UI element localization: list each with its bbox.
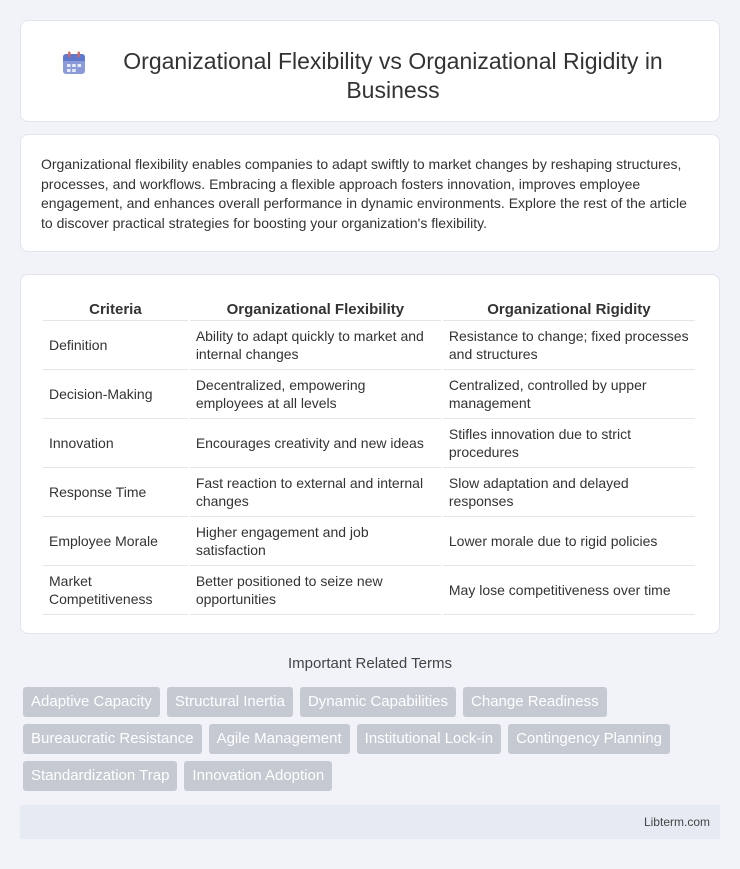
table-row: [43, 370, 695, 419]
table-row: [43, 468, 695, 517]
header-rigidity: Organizational Rigidity: [443, 295, 695, 321]
related-term-tag[interactable]: Contingency Planning: [508, 724, 670, 754]
related-terms-title: Important Related Terms: [288, 655, 452, 672]
table-cell: Centralized, controlled by upper management: [443, 370, 695, 419]
table-cell: Market Competitiveness: [43, 566, 188, 615]
table-row: [43, 517, 695, 566]
table-row: [43, 566, 695, 615]
table-cell: Ability to adapt quickly to market and internal changes: [190, 321, 441, 370]
table-cell: Encourages creativity and new ideas: [190, 419, 441, 468]
table-cell: Fast reaction to external and internal changes: [190, 468, 441, 517]
table-cell: Decision-Making: [43, 370, 188, 419]
header-criteria: Criteria: [43, 295, 188, 321]
related-term-tag[interactable]: Standardization Trap: [23, 761, 177, 791]
table-cell: Resistance to change; fixed processes and structures: [443, 321, 695, 370]
table-cell: Lower morale due to rigid policies: [443, 517, 695, 566]
table-cell: Better positioned to seize new opportunities: [190, 566, 441, 615]
table-cell: May lose competitiveness over time: [443, 566, 695, 615]
table-cell: Decentralized, empowering employees at all levels: [190, 370, 441, 419]
related-term-tag[interactable]: Innovation Adoption: [184, 761, 332, 791]
calendar-icon: [61, 50, 87, 76]
related-term-tag[interactable]: Adaptive Capacity: [23, 687, 160, 717]
related-term-tag[interactable]: Dynamic Capabilities: [300, 687, 456, 717]
footer: [20, 805, 720, 839]
table-cell: Response Time: [43, 468, 188, 517]
table-cell: Employee Morale: [43, 517, 188, 566]
table-header-row: [43, 295, 695, 321]
table-cell: Stifles innovation due to strict procedures: [443, 419, 695, 468]
comparison-table: [41, 295, 697, 615]
related-term-tag[interactable]: Bureaucratic Resistance: [23, 724, 202, 754]
related-term-tag[interactable]: Structural Inertia: [167, 687, 293, 717]
title-card: [20, 20, 720, 122]
intro-card: [20, 134, 720, 252]
table-cell: Higher engagement and job satisfaction: [190, 517, 441, 566]
related-term-tag[interactable]: Agile Management: [209, 724, 350, 754]
comparison-table-card: [20, 274, 720, 634]
intro-text: Organizational flexibility enables companies to adapt swiftly to market changes by reshaping structures, processes, and workflows. Embracing a flexible approach fosters innovation, improves employee engagement, and enhances overall performance in dynamic environments. Explore the rest of the article to discover practical strategies for boosting your organization's flexibility.: [41, 156, 687, 231]
related-terms-list: [23, 687, 723, 798]
page-title: Organizational Flexibility vs Organizational Rigidity in Business: [123, 48, 663, 103]
table-cell: Slow adaptation and delayed responses: [443, 468, 695, 517]
table-row: [43, 321, 695, 370]
header-flexibility: Organizational Flexibility: [190, 295, 441, 321]
footer-site-link[interactable]: Libterm.com: [643, 815, 710, 829]
table-cell: Innovation: [43, 419, 188, 468]
table-cell: Definition: [43, 321, 188, 370]
related-term-tag[interactable]: Change Readiness: [463, 687, 607, 717]
related-term-tag[interactable]: Institutional Lock-in: [357, 724, 501, 754]
table-row: [43, 419, 695, 468]
